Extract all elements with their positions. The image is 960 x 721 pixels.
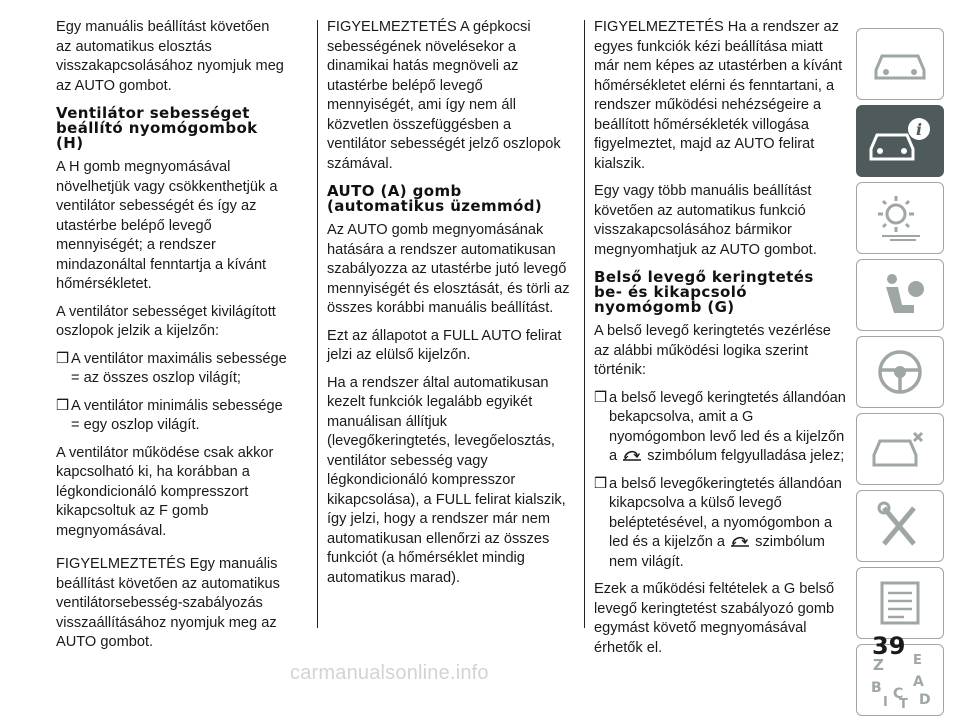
watermark: carmanualsonline.info: [290, 662, 489, 684]
column-2: [327, 18, 572, 596]
list-item: ❒ a belső levegőkeringtetés állandóan kikapcsolva a külső levegő beléptetésével, a nyomógombon a led és a kijelzőn a szimbólum nem világít.: [594, 475, 846, 573]
airbag-seat-icon[interactable]: [856, 259, 944, 331]
car-dashboard-icon[interactable]: [856, 28, 944, 100]
column-divider: [317, 20, 318, 628]
car-info-icon[interactable]: [856, 105, 944, 177]
paragraph: Ezek a működési feltételek a G belső levegő keringtetést szabályozó gomb egymást követő megnyomásával érhetők el.: [594, 581, 835, 656]
paragraph: Ha a rendszer által automatikusan kezelt funkciók legalább egyikét manuálisan állítjuk (levegőkeringtetés, levegőelosztás, ventilátor sebesség vagy légkondicionáló kompresszor kikapcsolása), a FULL felirat kialszik, így jelzi, hogy a rendszer már nem automatikusan ellenőrzi az összes funkciót (a hőmérséklet mindig automatikus marad).: [327, 374, 566, 586]
recirculation-symbol-icon: [729, 534, 751, 548]
list-item: ❒ A ventilátor minimális sebessége = egy oszlop világít.: [56, 397, 288, 436]
recirculation-symbol-icon: [621, 448, 643, 462]
checkbox-bullet-icon: ❒: [594, 475, 608, 492]
checkbox-bullet-icon: ❒: [594, 389, 608, 406]
checkbox-bullet-icon: ❒: [56, 397, 70, 414]
column-3: [594, 18, 846, 666]
paragraph: Egy manuális beállítást követően az automatikus elosztás visszakapcsolásához nyomjuk meg az AUTO gombot.: [56, 19, 284, 94]
page-number: 39: [872, 632, 906, 660]
tools-icon[interactable]: [856, 490, 944, 562]
paragraph: A H gomb megnyomásával növelhetjük vagy csökkenthetjük a ventilátor sebességét és így az utastérbe belépő levegő mennyiségét; a rendszer mindazonáltal fenntartja a kívánt hőmérsékletet.: [56, 159, 278, 292]
steering-wheel-icon[interactable]: [856, 336, 944, 408]
checkbox-bullet-icon: ❒: [56, 350, 70, 367]
paragraph: Az AUTO gomb megnyomásának hatására a rendszer automatikusan szabályozza az utastérbe jutó levegő mennyiségét és elosztását, és törli az összes korábbi manuális beállítást.: [327, 222, 570, 316]
paragraph: FIGYELMEZTETÉS Ha a rendszer az egyes funkciók kézi beállítása miatt már nem képes az utastérben a kívánt hőmérsékletet elérni és fenntartani, a rendszer működési nehézségeire a beállított hőmérsékleték villogása figyelmeztet, majd az AUTO felirat kialszik.: [594, 19, 843, 172]
paragraph: FIGYELMEZTETÉS Egy manuális beállítást követően az automatikus ventilátorsebesség-szabályozás visszaállításához nyomjuk meg az AUTO gombot.: [56, 556, 280, 650]
list-item: ❒ a belső levegő keringtetés állandóan bekapcsolva, amit a G nyomógombon levő led és a kijelzőn a szimbólum felgyulladása jelez;: [594, 389, 846, 467]
svg-text:C: C: [893, 686, 904, 702]
list-item: ❒ A ventilátor maximális sebessége = az összes oszlop világít;: [56, 350, 288, 389]
svg-text:B: B: [871, 680, 882, 696]
column-divider: [584, 20, 585, 628]
paragraph: Ezt az állapotot a FULL AUTO felirat jelzi az elülső kijelzőn.: [327, 327, 562, 363]
paragraph: Egy vagy több manuális beállítást követően az automatikus funkció visszakapcsolásához bármikor megnyomhatjuk az AUTO gombot.: [594, 183, 817, 258]
section-heading-recirculation: Belső levegő keringtetés be- és kikapcsoló nyomógomb (G): [594, 268, 814, 316]
svg-text:T: T: [899, 697, 908, 710]
paragraph: A ventilátor működése csak akkor kapcsolható ki, ha korábban a légkondicionáló kompresszort kikapcsoltuk az F gomb megnyomásával.: [56, 444, 274, 539]
lights-icon[interactable]: [856, 182, 944, 254]
svg-text:i: i: [915, 120, 923, 139]
paragraph: A belső levegő keringtetés vezérlése az alábbi működési logika szerint történik:: [594, 323, 831, 378]
paragraph: A ventilátor sebességet kivilágított oszlopok jelzik a kijelzőn:: [56, 303, 276, 339]
svg-text:E: E: [913, 653, 922, 668]
chapter-sidebar: [856, 28, 952, 721]
svg-text:Z: Z: [873, 656, 884, 674]
svg-text:A: A: [913, 674, 924, 690]
car-maintenance-icon[interactable]: [856, 413, 944, 485]
column-1: [56, 18, 288, 661]
paragraph: FIGYELMEZTETÉS A gépkocsi sebességének növelésekor a dinamikai hatás megnöveli az utastérbe belépő levegő mennyiségét, ami így nem áll közvetlen összefüggésben a ventilátor sebességét jelző oszlopok számával.: [327, 19, 561, 172]
document-list-icon[interactable]: [856, 567, 944, 639]
section-heading-auto-button: AUTO (A) gomb (automatikus üzemmód): [327, 182, 543, 215]
svg-text:D: D: [919, 692, 931, 708]
section-heading-fan-speed: Ventilátor sebességet beállító nyomógombok (H): [56, 104, 258, 152]
svg-text:I: I: [883, 695, 888, 710]
